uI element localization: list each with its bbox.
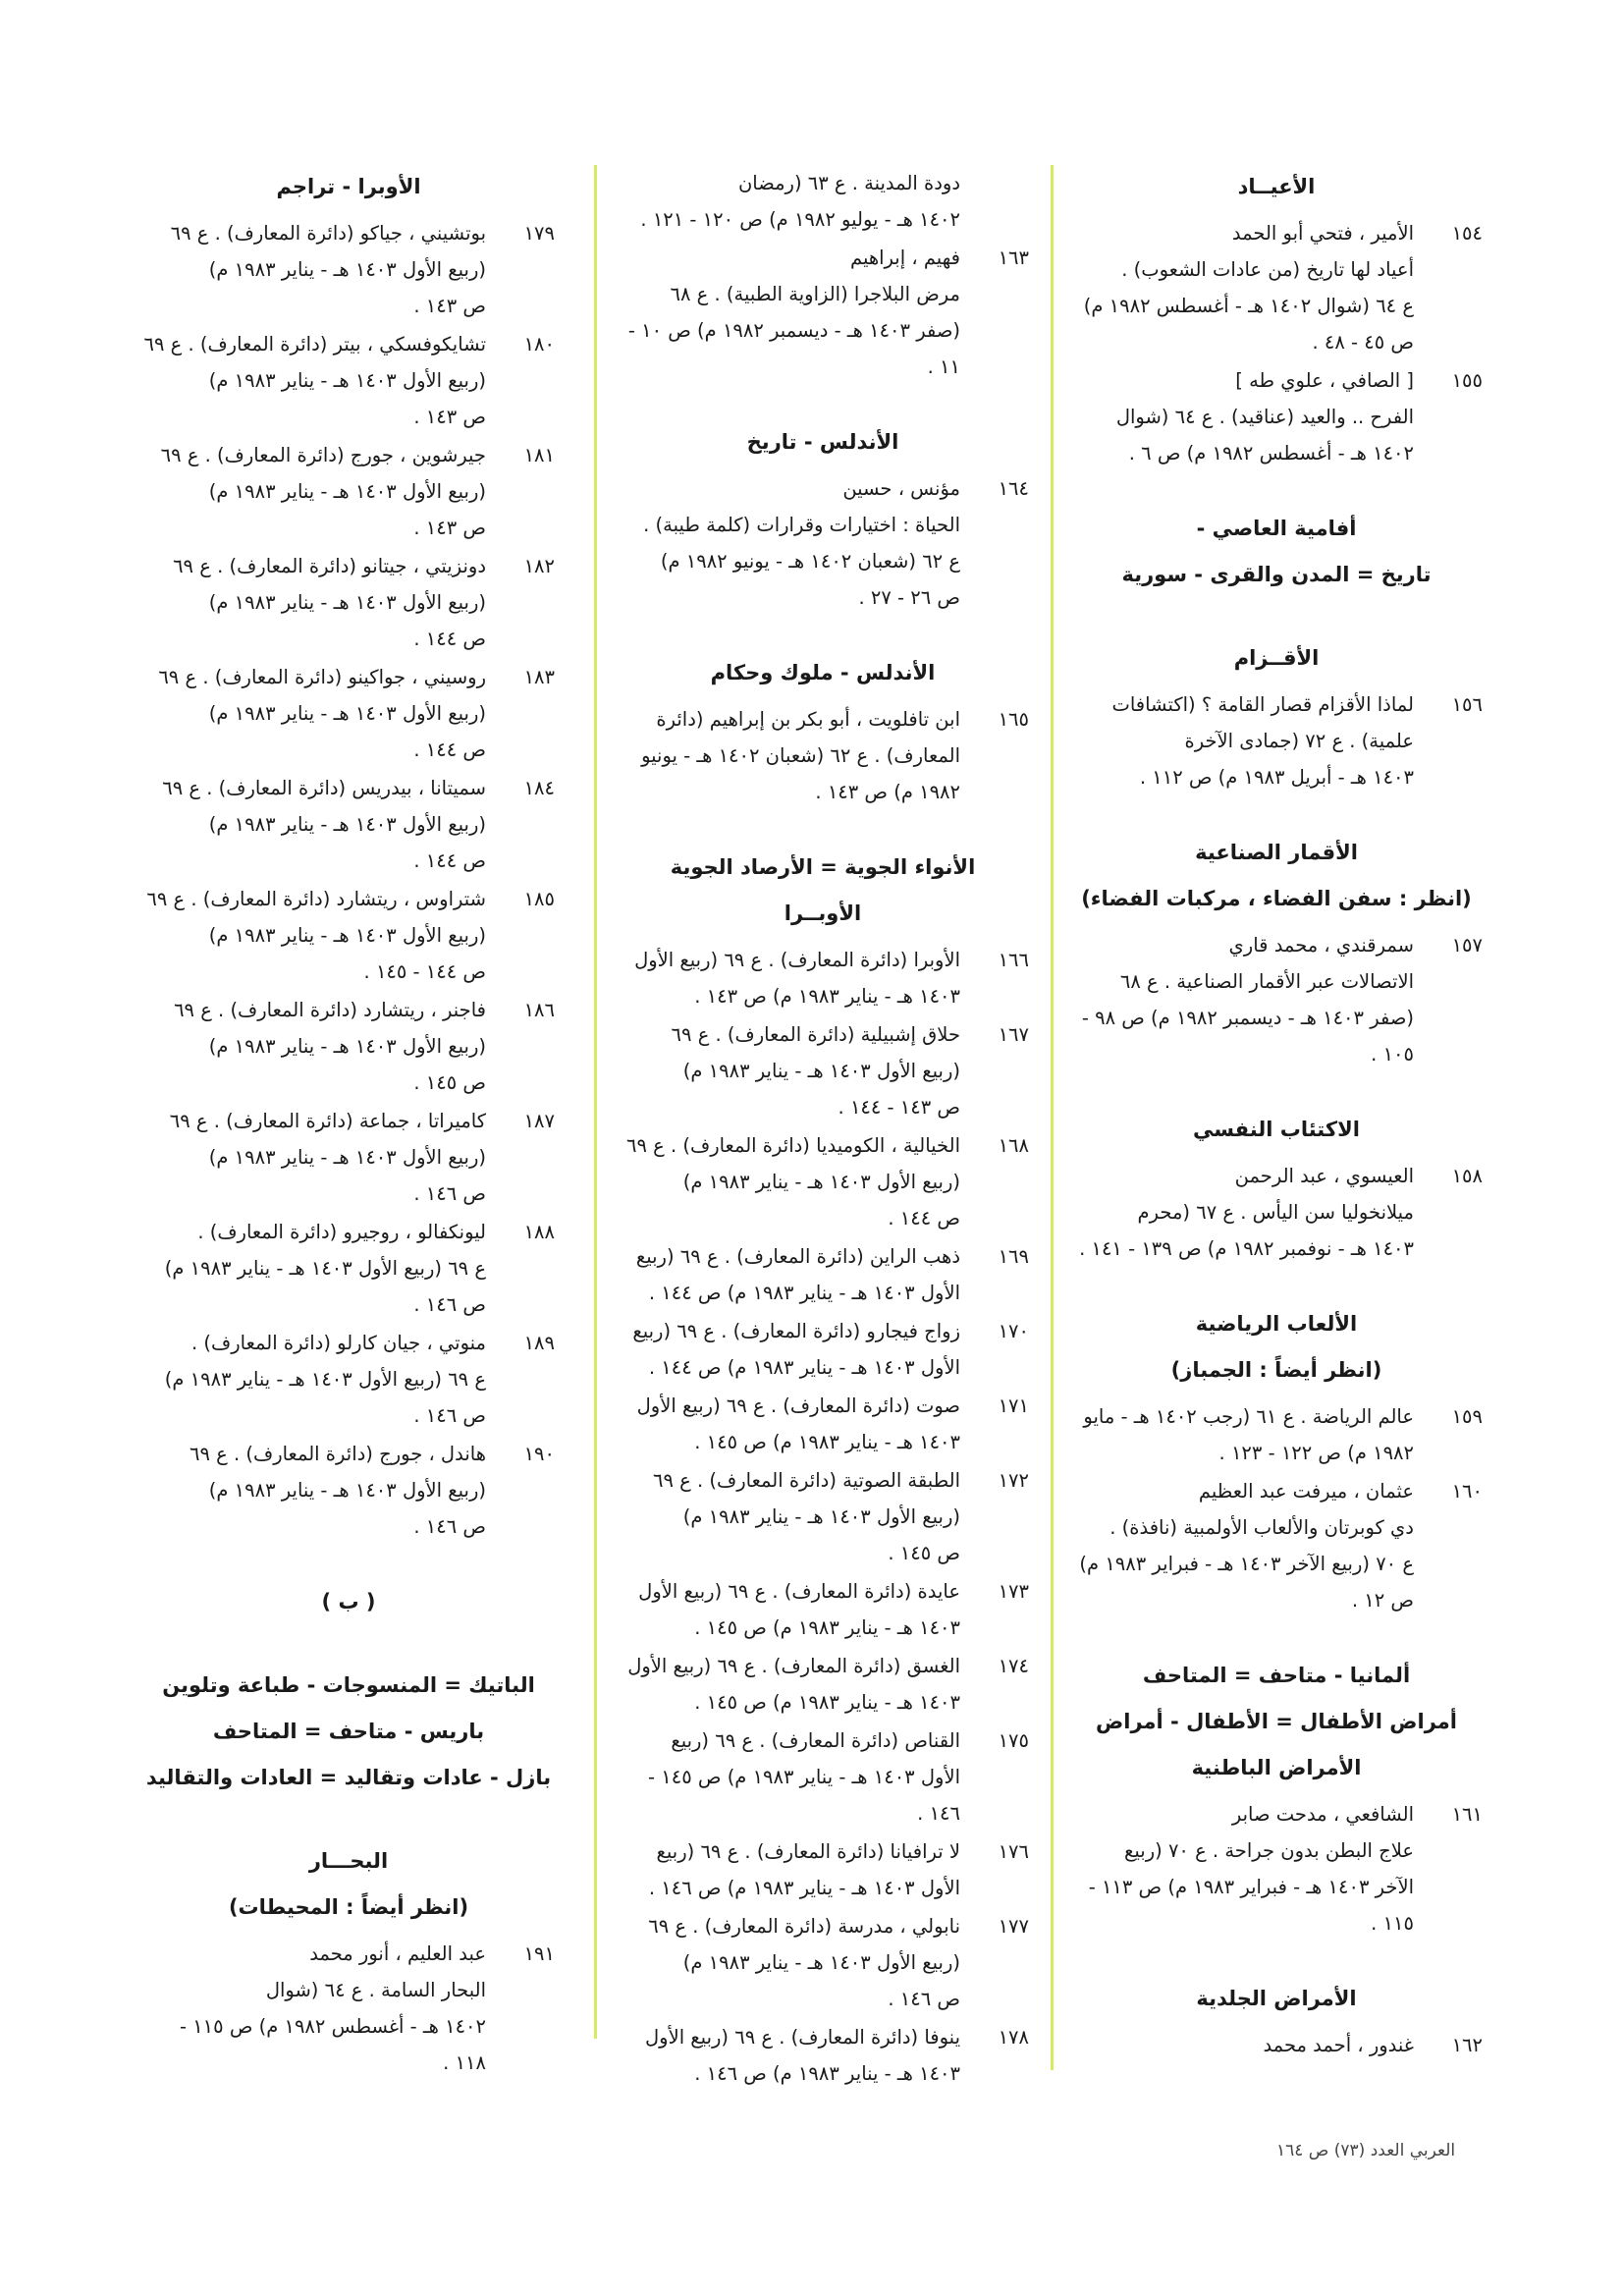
section-heading: تاريخ = المدن والقرى - سورية	[1121, 563, 1432, 586]
entry-line: الأوبرا (دائرة المعارف) . ع ٦٩ (ربيع الأول	[634, 949, 960, 971]
entry-line: ١٤٠٢ هـ - يوليو ١٩٨٢ م) ص ١٢٠ - ١٢١ .	[640, 208, 960, 231]
entry-line: (ربيع الأول ١٤٠٣ هـ - يناير ١٩٨٣ م)	[208, 258, 486, 281]
entry-line: ص ١٤٦ .	[413, 1515, 486, 1538]
entry-number: ١٥٧	[1451, 934, 1483, 957]
index-entry	[617, 2019, 1029, 2092]
section-heading: أمراض الأطفال = الأطفال - أمراض	[1096, 1710, 1457, 1733]
entry-number: ١٦٣	[998, 246, 1029, 269]
entry-line: روسيني ، جواكينو (دائرة المعارف) . ع ٦٩	[158, 666, 486, 688]
section-heading: بازل - عادات وتقاليد = العادات والتقاليد	[145, 1766, 552, 1789]
index-entry	[142, 1103, 555, 1212]
entry-number: ١٧٢	[998, 1469, 1029, 1492]
entry-line: الأمير ، فتحي أبو الحمد	[1231, 222, 1414, 245]
section-heading: الأقــزام	[1233, 646, 1320, 670]
index-entry	[142, 326, 555, 435]
section-heading: الباتيك = المنسوجات - طباعة وتلوين	[162, 1673, 535, 1697]
middle-column	[617, 165, 1029, 2094]
entry-line: البحار السامة . ع ٦٤ (شوال	[265, 1979, 486, 2001]
index-entry	[1070, 927, 1483, 1072]
index-entry	[1070, 215, 1483, 360]
entry-line: ١٤٠٣ هـ - يناير ١٩٨٣ م) ص ١٤٦ .	[694, 2062, 960, 2085]
entry-line: ع ٦٤ (شوال ١٤٠٢ هـ - أغسطس ١٩٨٢ م)	[1083, 295, 1414, 317]
entry-line: ع ٧٠ (ربيع الآخر ١٤٠٣ هـ - فبراير ١٩٨٣ م)	[1079, 1553, 1414, 1575]
entry-line: ص ١٤٣ .	[413, 406, 486, 428]
index-entry	[1070, 2027, 1483, 2063]
section-heading: (انظر أيضاً : المحيطات)	[228, 1895, 469, 1919]
entry-number: ١٦٦	[998, 949, 1029, 971]
entry-number: ١٨٩	[523, 1332, 555, 1354]
entry-number: ١٦٤	[998, 477, 1029, 500]
entry-number: ١٧٠	[998, 1320, 1029, 1342]
entry-continuation	[617, 165, 1029, 238]
entry-number: ١٨٢	[523, 555, 555, 577]
entry-line: ص ١٤٣ .	[413, 517, 486, 539]
entry-line: الطبقة الصوتية (دائرة المعارف) . ع ٦٩	[653, 1469, 960, 1492]
entry-number: ١٨٤	[523, 777, 555, 799]
entry-line: الأول ١٤٠٣ هـ - يناير ١٩٨٣ م) ص ١٤٤ .	[648, 1356, 960, 1379]
entry-line: ابن تافلويت ، أبو بكر بن إبراهيم (دائرة	[656, 708, 960, 731]
entry-line: عثمان ، ميرفت عبد العظيم	[1198, 1480, 1414, 1503]
column-divider	[594, 165, 597, 2039]
entry-line: ع ٦٩ (ربيع الأول ١٤٠٣ هـ - يناير ١٩٨٣ م)	[164, 1368, 486, 1391]
index-entry	[617, 942, 1029, 1014]
entry-line: الأول ١٤٠٣ هـ - يناير ١٩٨٣ م) ص ١٤٤ .	[648, 1282, 960, 1304]
entry-number: ١٧٥	[998, 1729, 1029, 1752]
spacer	[142, 1630, 555, 1664]
entry-line: ١٤٠٣ هـ - يناير ١٩٨٣ م) ص ١٤٥ .	[694, 1431, 960, 1453]
right-column	[1070, 165, 1483, 2065]
entry-line: لا ترافيانا (دائرة المعارف) . ع ٦٩ (ربيع	[656, 1840, 960, 1863]
spacer	[1070, 1269, 1483, 1302]
entry-line: (ربيع الأول ١٤٠٣ هـ - يناير ١٩٨٣ م)	[208, 924, 486, 947]
entry-line: (ربيع الأول ١٤٠٣ هـ - يناير ١٩٨٣ م)	[682, 1171, 960, 1193]
index-entry	[617, 1388, 1029, 1460]
entry-line: منوتي ، جيان كارلو (دائرة المعارف) .	[191, 1332, 486, 1354]
entry-line: ١٤٠٢ هـ - أغسطس ١٩٨٢ م) ص ٦ .	[1128, 442, 1414, 465]
index-entry	[617, 1016, 1029, 1125]
entry-number: ١٨٥	[523, 888, 555, 910]
entry-number: ١٧٨	[998, 2026, 1029, 2049]
entry-number: ١٦٥	[998, 708, 1029, 731]
spacer	[1070, 797, 1483, 831]
spacer	[1070, 603, 1483, 636]
section-heading: الاكتئاب النفسي	[1193, 1118, 1360, 1141]
entry-line: الآخر ١٤٠٣ هـ - فبراير ١٩٨٣ م) ص ١١٣ -	[1088, 1876, 1414, 1898]
entry-line: الأول ١٤٠٣ هـ - يناير ١٩٨٣ م) ص ١٤٥ -	[648, 1766, 960, 1788]
entry-line: الغسق (دائرة المعارف) . ع ٦٩ (ربيع الأول	[627, 1655, 960, 1677]
index-entry	[142, 659, 555, 768]
entry-line: صوت (دائرة المعارف) . ع ٦٩ (ربيع الأول	[636, 1394, 960, 1417]
entry-line: (ربيع الأول ١٤٠٣ هـ - يناير ١٩٨٣ م)	[208, 480, 486, 503]
entry-number: ١٥٨	[1451, 1165, 1483, 1187]
entry-line: زواج فيجارو (دائرة المعارف) . ع ٦٩ (ربيع	[632, 1320, 960, 1342]
entry-line: (ربيع الأول ١٤٠٣ هـ - يناير ١٩٨٣ م)	[208, 1035, 486, 1058]
entry-line: كاميراتا ، جماعة (دائرة المعارف) . ع ٦٩	[169, 1110, 486, 1132]
section-heading: (انظر : سفن الفضاء ، مركبات الفضاء)	[1081, 887, 1472, 910]
section-heading: أفامية العاصي -	[1196, 517, 1357, 540]
entry-line: عالم الرياضة . ع ٦١ (رجب ١٤٠٢ هـ - مايو	[1083, 1405, 1414, 1428]
entry-line: ص ٤٥ - ٤٨ .	[1312, 331, 1414, 354]
entry-number: ١٦٧	[998, 1023, 1029, 1046]
entry-line: ص ٢٦ - ٢٧ .	[858, 586, 960, 609]
entry-line: ١١ .	[927, 355, 960, 378]
section-heading: الأندلس - ملوك وحكام	[710, 661, 936, 684]
entry-line: (صفر ١٤٠٣ هـ - ديسمبر ١٩٨٢ م) ص ١٠ -	[627, 319, 960, 342]
section-heading: ( ب )	[321, 1590, 376, 1613]
section-heading: البحـــار	[308, 1849, 389, 1873]
column-divider	[1051, 165, 1054, 2070]
left-column	[142, 165, 555, 2083]
entry-line: ١١٨ .	[443, 2051, 486, 2074]
index-entry	[1070, 1473, 1483, 1618]
section-heading: ألمانيا - متاحف = المتاحف	[1142, 1664, 1411, 1687]
entry-line: (ربيع الأول ١٤٠٣ هـ - يناير ١٩٨٣ م)	[208, 1146, 486, 1169]
entry-line: (ربيع الأول ١٤٠٣ هـ - يناير ١٩٨٣ م)	[682, 1505, 960, 1528]
entry-line: ع ٦٢ (شعبان ١٤٠٢ هـ - يونيو ١٩٨٢ م)	[660, 550, 960, 573]
entry-line: دودة المدينة . ع ٦٣ (رمضان	[737, 172, 960, 194]
index-entry	[617, 1127, 1029, 1236]
entry-line: لماذا الأقزام قصار القامة ؟ (اكتشافات	[1111, 693, 1414, 716]
entry-line: ١٤٦ .	[917, 1802, 960, 1825]
index-entry	[142, 1436, 555, 1545]
entry-line: ١٤٠٢ هـ - أغسطس ١٩٨٢ م) ص ١١٥ -	[179, 2015, 486, 2038]
entry-line: (صفر ١٤٠٣ هـ - ديسمبر ١٩٨٢ م) ص ٩٨ -	[1081, 1007, 1414, 1029]
entry-line: علاج البطن بدون جراحة . ع ٧٠ (ربيع	[1124, 1839, 1414, 1862]
section-heading: الأمراض الجلدية	[1196, 1987, 1357, 2010]
entry-number: ١٦٩	[998, 1245, 1029, 1268]
entry-line: (ربيع الأول ١٤٠٣ هـ - يناير ١٩٨٣ م)	[208, 369, 486, 392]
index-entry	[617, 1462, 1029, 1571]
entry-line: (ربيع الأول ١٤٠٣ هـ - يناير ١٩٨٣ م)	[682, 1951, 960, 1974]
entry-line: سمرقندي ، محمد قاري	[1228, 934, 1414, 957]
index-entry	[1070, 1796, 1483, 1941]
index-entry	[617, 1833, 1029, 1906]
entry-line: الأول ١٤٠٣ هـ - يناير ١٩٨٣ م) ص ١٤٦ .	[648, 1877, 960, 1899]
entry-line: مرض البلاجرا (الزاوية الطبية) . ع ٦٨	[670, 283, 960, 305]
entry-number: ١٦٠	[1451, 1480, 1483, 1503]
entry-line: هاندل ، جورج (دائرة المعارف) . ع ٦٩	[189, 1443, 486, 1465]
entry-line: ١٤٠٣ هـ - نوفمبر ١٩٨٢ م) ص ١٣٩ - ١٤١ .	[1079, 1237, 1414, 1260]
entry-line: العيسوي ، عبد الرحمن	[1234, 1165, 1414, 1187]
entry-line: ص ١٤٦ .	[413, 1293, 486, 1316]
entry-line: ص ١٤٤ - ١٤٥ .	[363, 960, 486, 983]
entry-number: ١٩٠	[523, 1443, 555, 1465]
index-entry	[617, 1908, 1029, 2017]
entry-line: ص ١٢ .	[1351, 1589, 1414, 1612]
entry-line: نابولي ، مدرسة (دائرة المعارف) . ع ٦٩	[648, 1915, 960, 1938]
section-heading: الأقمار الصناعية	[1195, 841, 1358, 864]
section-heading: (انظر أيضاً : الجمباز)	[1170, 1358, 1382, 1382]
section-heading: الأندلس - تاريخ	[746, 430, 899, 454]
index-entry	[142, 548, 555, 657]
spacer	[617, 812, 1029, 846]
section-heading: الأوبرا - تراجم	[276, 175, 421, 198]
entry-line: [ الصافي ، علوي طه ]	[1235, 369, 1414, 392]
index-entry	[1070, 686, 1483, 795]
entry-line: دونزيتي ، جيتانو (دائرة المعارف) . ع ٦٩	[173, 555, 486, 577]
entry-number: ١٧٦	[998, 1840, 1029, 1863]
entry-line: ص ١٤٤ .	[888, 1207, 960, 1230]
entry-line: ١٩٨٢ م) ص ١٢٢ - ١٢٣ .	[1218, 1442, 1414, 1464]
entry-number: ١٧٣	[998, 1580, 1029, 1603]
index-entry	[142, 770, 555, 879]
entry-line: فهيم ، إبراهيم	[849, 246, 960, 269]
entry-number: ١٧٤	[998, 1655, 1029, 1677]
spacer	[1070, 473, 1483, 507]
entry-line: غندور ، أحمد محمد	[1263, 2034, 1414, 2056]
index-entry	[617, 701, 1029, 810]
entry-line: جيرشوين ، جورج (دائرة المعارف) . ع ٦٩	[160, 444, 486, 466]
spacer	[1070, 1074, 1483, 1108]
entry-number: ١٨٨	[523, 1221, 555, 1243]
index-entry	[142, 1214, 555, 1323]
section-heading: الأمراض الباطنية	[1191, 1756, 1362, 1779]
section-heading: الأنواء الجوية = الأرصاد الجوية	[670, 855, 976, 879]
entry-line: ص ١٤٤ .	[413, 738, 486, 761]
entry-number: ١٧٩	[523, 222, 555, 245]
entry-number: ١٥٩	[1451, 1405, 1483, 1428]
entry-line: ع ٦٩ (ربيع الأول ١٤٠٣ هـ - يناير ١٩٨٣ م)	[164, 1257, 486, 1280]
index-entry	[142, 992, 555, 1101]
index-entry	[1070, 362, 1483, 471]
entry-line: الحياة : اختيارات وقرارات (كلمة طيبة) .	[643, 514, 960, 536]
entry-line: حلاق إشبيلية (دائرة المعارف) . ع ٦٩	[671, 1023, 960, 1046]
section-heading: الألعاب الرياضية	[1195, 1312, 1358, 1336]
section-heading: باريس - متاحف = المتاحف	[212, 1720, 485, 1743]
entry-line: مؤنس ، حسين	[842, 477, 960, 500]
spacer	[1070, 1620, 1483, 1654]
index-entry	[617, 1313, 1029, 1386]
entry-number: ١٦٢	[1451, 2034, 1483, 2056]
entry-line: ص ١٤٣ - ١٤٤ .	[838, 1096, 960, 1119]
entry-line: ميلانخوليا سن اليأس . ع ٦٧ (محرم	[1137, 1201, 1414, 1224]
entry-number: ١٥٦	[1451, 693, 1483, 716]
entry-line: الشافعي ، مدحت صابر	[1231, 1803, 1414, 1826]
entry-line: عايدة (دائرة المعارف) . ع ٦٩ (ربيع الأول	[638, 1580, 960, 1603]
entry-number: ١٨١	[523, 444, 555, 466]
entry-number: ١٨٣	[523, 666, 555, 688]
entry-line: ص ١٤٣ .	[413, 295, 486, 317]
entry-line: ١٤٠٣ هـ - يناير ١٩٨٣ م) ص ١٤٣ .	[694, 985, 960, 1008]
entry-line: ١٤٠٣ هـ - يناير ١٩٨٣ م) ص ١٤٥ .	[694, 1616, 960, 1639]
entry-number: ١٧١	[998, 1394, 1029, 1417]
entry-line: المعارف) . ع ٦٢ (شعبان ١٤٠٢ هـ - يونيو	[641, 744, 960, 767]
entry-line: دي كوبرتان والألعاب الأولمبية (نافذة) .	[1109, 1516, 1414, 1539]
entry-line: الاتصالات عبر الأقمار الصناعية . ع ٦٨	[1119, 970, 1414, 993]
spacer	[142, 1806, 555, 1839]
entry-line: فاجنر ، ريتشارد (دائرة المعارف) . ع ٦٩	[174, 999, 486, 1021]
entry-line: ١٤٠٣ هـ - يناير ١٩٨٣ م) ص ١٤٥ .	[694, 1691, 960, 1714]
index-entry	[617, 1648, 1029, 1721]
index-entry	[142, 215, 555, 324]
index-entry	[142, 1325, 555, 1434]
entry-number: ١٦١	[1451, 1803, 1483, 1826]
entry-number: ١٦٨	[998, 1134, 1029, 1157]
entry-number: ١٨٦	[523, 999, 555, 1021]
entry-line: القناص (دائرة المعارف) . ع ٦٩ (ربيع	[671, 1729, 960, 1752]
entry-line: أعياد لها تاريخ (من عادات الشعوب) .	[1121, 258, 1414, 281]
entry-line: ليونكفالو ، روجيرو (دائرة المعارف) .	[197, 1221, 486, 1243]
section-heading: الأعيــاد	[1237, 175, 1316, 198]
entry-number: ١٧٧	[998, 1915, 1029, 1938]
index-entry	[1070, 1158, 1483, 1267]
entry-number: ١٥٥	[1451, 369, 1483, 392]
spacer	[1070, 1943, 1483, 1977]
entry-number: ١٥٤	[1451, 222, 1483, 245]
entry-line: (ربيع الأول ١٤٠٣ هـ - يناير ١٩٨٣ م)	[208, 813, 486, 836]
spacer	[617, 387, 1029, 420]
entry-line: ص ١٤٥ .	[888, 1542, 960, 1564]
entry-line: ١٠٥ .	[1371, 1043, 1414, 1066]
entry-line: ذهب الراين (دائرة المعارف) . ع ٦٩ (ربيع	[635, 1245, 960, 1268]
entry-line: شتراوس ، ريتشارد (دائرة المعارف) . ع ٦٩	[146, 888, 486, 910]
entry-line: ص ١٤٤ .	[413, 628, 486, 650]
entry-number: ١٩١	[523, 1942, 555, 1965]
index-entry	[617, 470, 1029, 616]
index-entry	[617, 240, 1029, 385]
index-entry	[617, 1573, 1029, 1646]
section-heading: الأوبــرا	[784, 902, 862, 925]
entry-line: (ربيع الأول ١٤٠٣ هـ - يناير ١٩٨٣ م)	[208, 591, 486, 614]
entry-line: ١٤٠٣ هـ - أبريل ١٩٨٣ م) ص ١١٢ .	[1139, 766, 1414, 789]
index-entry	[142, 437, 555, 546]
entry-line: الفرح .. والعيد (عناقيد) . ع ٦٤ (شوال	[1115, 406, 1414, 428]
entry-number: ١٨٠	[523, 333, 555, 355]
entry-line: ص ١٤٥ .	[413, 1071, 486, 1094]
page-footer: العربي العدد (٧٣) ص ١٦٤	[1276, 2141, 1456, 2160]
index-entry	[142, 881, 555, 990]
entry-line: ١٩٨٢ م) ص ١٤٣ .	[815, 781, 960, 803]
entry-line: ص ١٤٦ .	[413, 1404, 486, 1427]
index-entry	[617, 1238, 1029, 1311]
entry-line: ص ١٤٤ .	[413, 849, 486, 872]
spacer	[617, 618, 1029, 651]
entry-line: سميتانا ، بيدريس (دائرة المعارف) . ع ٦٩	[162, 777, 486, 799]
index-entry	[1070, 1398, 1483, 1471]
entry-line: (ربيع الأول ١٤٠٣ هـ - يناير ١٩٨٣ م)	[682, 1060, 960, 1082]
entry-line: الخيالية ، الكوميديا (دائرة المعارف) . ع ٦٩	[626, 1134, 960, 1157]
entry-line: (ربيع الأول ١٤٠٣ هـ - يناير ١٩٨٣ م)	[208, 702, 486, 725]
entry-line: ص ١٤٦ .	[413, 1182, 486, 1205]
entry-line: بوتشيني ، جياكو (دائرة المعارف) . ع ٦٩	[170, 222, 486, 245]
entry-line: ١١٥ .	[1371, 1912, 1414, 1935]
index-entry	[142, 1936, 555, 2081]
entry-line: تشايكوفسكي ، بيتر (دائرة المعارف) . ع ٦٩	[143, 333, 486, 355]
index-entry	[617, 1722, 1029, 1831]
entry-line: ينوفا (دائرة المعارف) . ع ٦٩ (ربيع الأول	[644, 2026, 960, 2049]
entry-line: عبد العليم ، أنور محمد	[309, 1942, 486, 1965]
entry-line: ص ١٤٦ .	[888, 1988, 960, 2010]
entry-line: (ربيع الأول ١٤٠٣ هـ - يناير ١٩٨٣ م)	[208, 1479, 486, 1502]
entry-line: علمية) . ع ٧٢ (جمادى الآخرة	[1184, 730, 1414, 752]
entry-number: ١٨٧	[523, 1110, 555, 1132]
spacer	[142, 1547, 555, 1580]
